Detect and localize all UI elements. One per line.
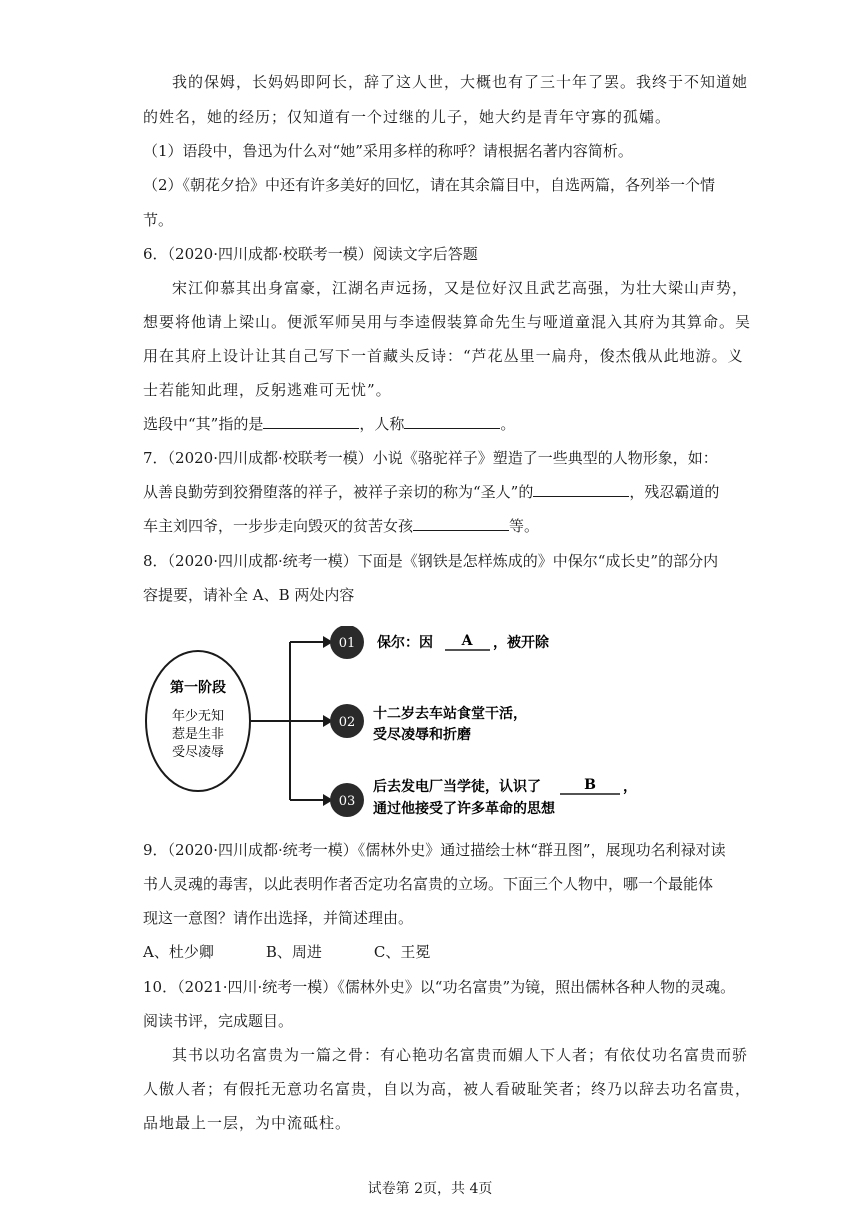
option-c[interactable]: C、王冕 [373, 943, 431, 961]
question-9-title: 9．（2020·四川成都·统考一模）《儒林外史》通过描绘士林“群丑图”，展现功名利禄对读 [143, 841, 726, 859]
stage-desc: 受尽凌辱 [171, 745, 225, 760]
option-b[interactable]: B、周进 [265, 943, 322, 961]
question-10-line: 阅读书评，完成题目。 [143, 1012, 294, 1030]
stage-desc: 年少无知 [171, 709, 225, 724]
step-text: ， [623, 779, 637, 795]
question-7-text: 等。 [509, 517, 540, 535]
step-text: 十二岁去车站食堂干活， [373, 706, 527, 722]
passage-line: 宋江仰慕其出身富豪，江湖名声远扬，又是位好汉且武艺高强，为壮大梁山声势， [172, 279, 749, 297]
page-footer: 试卷第 2页，共 4页 [367, 1181, 493, 1197]
passage-line: 用在其府上设计让其自己写下一首藏头反诗：“芦花丛里一扁舟，俊杰俄从此地游。义 [143, 347, 744, 365]
answer-blank[interactable] [404, 414, 500, 429]
question-7-text: 从善良勤劳到狡猾堕落的祥子，被祥子亲切的称为“圣人”的 [143, 483, 534, 501]
step-text: 通过他接受了许多革命的思想 [373, 801, 555, 817]
question-6-title: 6．（2020·四川成都·校联考一模）阅读文字后答题 [143, 245, 478, 263]
answer-blank[interactable] [413, 516, 509, 531]
growth-diagram [145, 626, 645, 826]
stage-desc: 惹是生非 [171, 727, 225, 742]
step-text: 后去发电厂当学徒，认识了 [373, 779, 541, 795]
step-text: 保尔：因 [377, 635, 433, 651]
answer-prompt: 选段中“其”指的是 [143, 415, 264, 433]
question-8-line: 容提要，请补全 A、B 两处内容 [143, 586, 355, 604]
stage-title: 第一阶段 [170, 680, 226, 696]
question-6-answer-line [143, 414, 515, 434]
question-7-title: 7．（2020·四川成都·校联考一模）小说《骆驼祥子》塑造了一些典型的人物形象，如： [143, 449, 718, 467]
option-a[interactable]: A、杜少卿 [143, 943, 214, 961]
question-5-sub2: （2）《朝花夕拾》中还有许多美好的回忆，请在其余篇目中，自选两篇，各列举一个情 [143, 176, 716, 194]
step-number: 01 [338, 636, 356, 651]
answer-prompt: ，人称 [359, 415, 405, 433]
question-5-sub1: （1）语段中，鲁迅为什么对“她”采用多样的称呼？请根据名著内容简析。 [143, 142, 633, 160]
question-8-title: 8．（2020·四川成都·统考一模）下面是《钢铁是怎样炼成的》中保尔“成长史”的部分内 [143, 552, 719, 570]
question-9-line: 书人灵魂的毒害，以此表明作者否定功名富贵的立场。下面三个人物中，哪一个最能体 [143, 875, 714, 893]
question-7-line [143, 482, 719, 502]
question-7-line [143, 516, 539, 536]
step-text: 受尽凌辱和折磨 [373, 727, 471, 743]
answer-blank[interactable] [533, 482, 629, 497]
blank-label: B [584, 777, 596, 793]
step-number: 03 [338, 794, 356, 809]
passage-line: 的姓名，她的经历；仅知道有一个过继的儿子，她大约是青年守寡的孤孀。 [143, 108, 672, 126]
passage-line: 士若能知此理，反躬逃难可无忧”。 [143, 381, 392, 399]
answer-end: 。 [500, 415, 516, 433]
passage-line: 品地最上一层，为中流砥柱。 [143, 1114, 352, 1132]
answer-blank[interactable] [263, 414, 359, 429]
question-7-text: 车主刘四爷，一步步走向毁灭的贫苦女孩 [143, 517, 414, 535]
question-9-line: 现这一意图？请作出选择，并简述理由。 [143, 909, 414, 927]
question-7-text: ，残忍霸道的 [629, 483, 720, 501]
question-5-sub2-cont: 节。 [143, 211, 174, 229]
step-text: ，被开除 [493, 635, 549, 651]
passage-line: 我的保姆，长妈妈即阿长，辞了这人世，大概也有了三十年了罢。我终于不知道她 [172, 73, 749, 91]
step-number: 02 [338, 715, 356, 730]
blank-label: A [461, 633, 473, 649]
question-9-options [143, 942, 430, 962]
question-10-title: 10．（2021·四川·统考一模）《儒林外史》以“功名富贵”为镜，照出儒林各种人物的灵魂。 [143, 978, 736, 996]
passage-line: 人傲人者；有假托无意功名富贵，自以为高，被人看破耻笑者；终乃以辞去功名富贵， [143, 1080, 752, 1098]
passage-line: 其书以功名富贵为一篇之骨：有心艳功名富贵而媚人下人者；有依仗功名富贵而骄 [172, 1046, 749, 1064]
passage-line: 想要将他请上梁山。便派军师吴用与李逵假装算命先生与哑道童混入其府为其算命。吴 [143, 313, 752, 331]
